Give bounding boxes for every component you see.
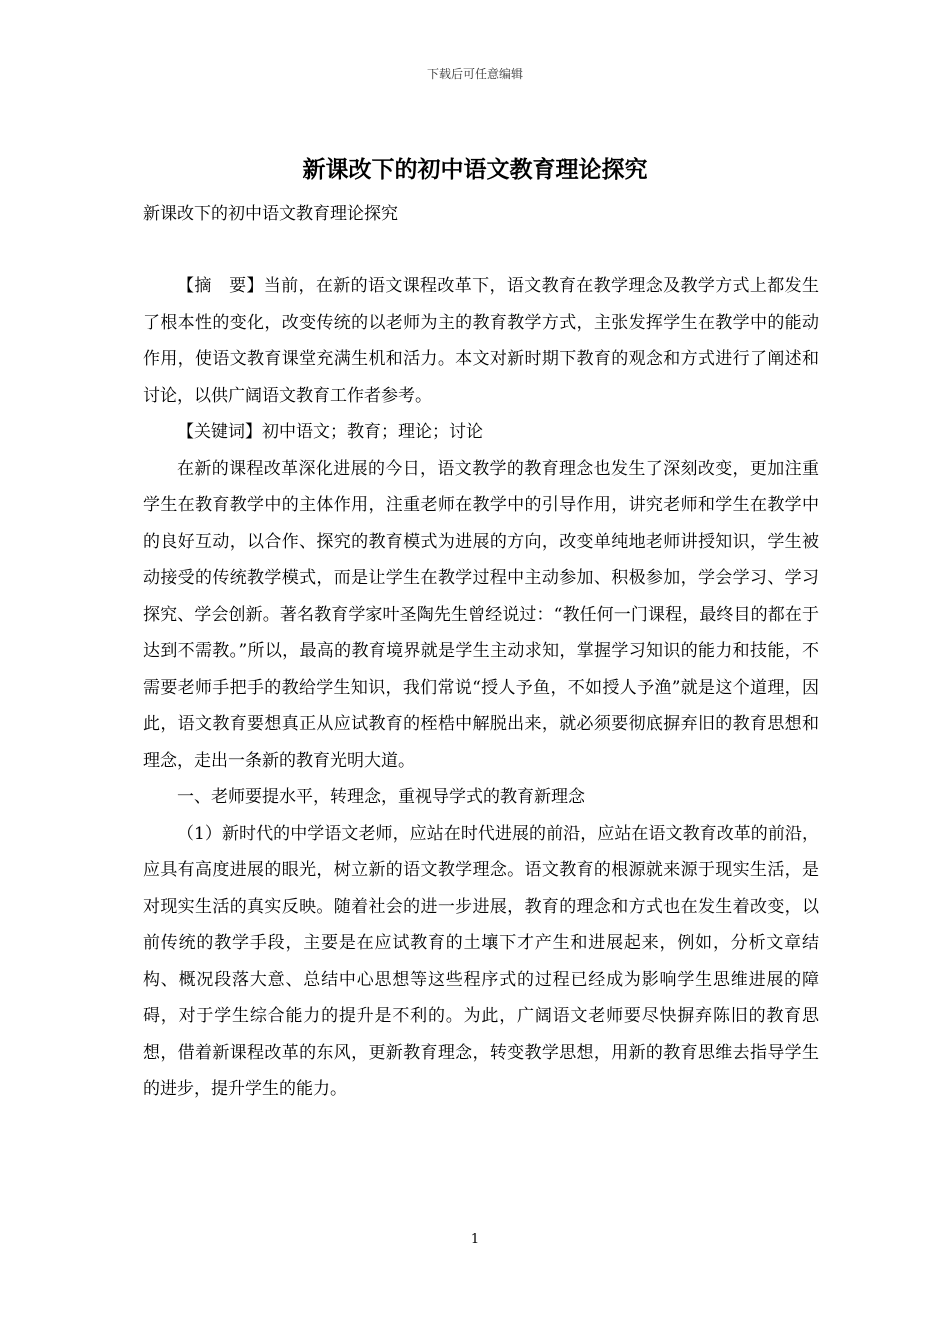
abstract-paragraph: 【摘 要】当前，在新的语文课程改革下，语文教育在教学理念及教学方式上都发生了根本性的变化，改变传统的以老师为主的教育教学方式，主张发挥学生在教学中的能动作用，使语文教育课堂充满生机和活力。本文对新时期下教育的观念和方式进行了阐述和讨论，以供广阔语文教育工作者参考。 <box>143 276 819 406</box>
page-number: 1 <box>470 1232 480 1247</box>
intro-paragraph: 在新的课程改革深化进展的今日，语文教学的教育理念也发生了深刻改变，更加注重学生在教育教学中的主体作用，注重老师在教学中的引导作用，讲究老师和学生在教学中的良好互动，以合作、探究的教育模式为进展的方向，改变单纯地老师讲授知识，学生被动接受的传统教学模式，而是让学生在教学过程中主动参加、积极参加，学会学习、学习探究、学会创新。著名教育学家叶圣陶先生曾经说过：“教任何一门课程，最终目的都在于达到不需教。”所以，最高的教育境界就是学生主动求知，掌握学习知识的能力和技能，不需要老师手把手的教给学生知识，我们常说“授人予鱼，不如授人予渔”就是这个道理，因此，语文教育要想真正从应试教育的桎梏中解脱出来，就必须要彻底摒弃旧的教育思想和理念，走出一条新的教育光明大道。 <box>143 458 819 771</box>
document-subtitle: 新课改下的初中语文教育理论探究 <box>143 204 398 224</box>
header-note: 下载后可任意编辑 <box>426 67 523 81</box>
keywords-paragraph: 【关键词】初中语文；教育；理论；讨论 <box>177 422 483 442</box>
document-body <box>143 268 819 1108</box>
section-heading: 一、老师要提水平，转理念，重视导学式的教育新理念 <box>177 787 585 807</box>
document-title: 新课改下的初中语文教育理论探究 <box>302 156 648 183</box>
section-paragraph: （1）新时代的中学语文老师，应站在时代进展的前沿，应站在语文教育改革的前沿，应具有高度进展的眼光，树立新的语文教学理念。语文教育的根源就来源于现实生活，是对现实生活的真实反映。随着社会的进一步进展，教育的理念和方式也在发生着改变，以前传统的教学手段，主要是在应试教育的土壤下才产生和进展起来，例如，分析文章结构、概况段落大意、总结中心思想等这些程序式的过程已经成为影响学生思维进展的障碍，对于学生综合能力的提升是不利的。为此，广阔语文老师要尽快摒弃陈旧的教育思想，借着新课程改革的东风，更新教育理念，转变教学思想，用新的教育思维去指导学生的进步，提升学生的能力。 <box>143 823 819 1099</box>
